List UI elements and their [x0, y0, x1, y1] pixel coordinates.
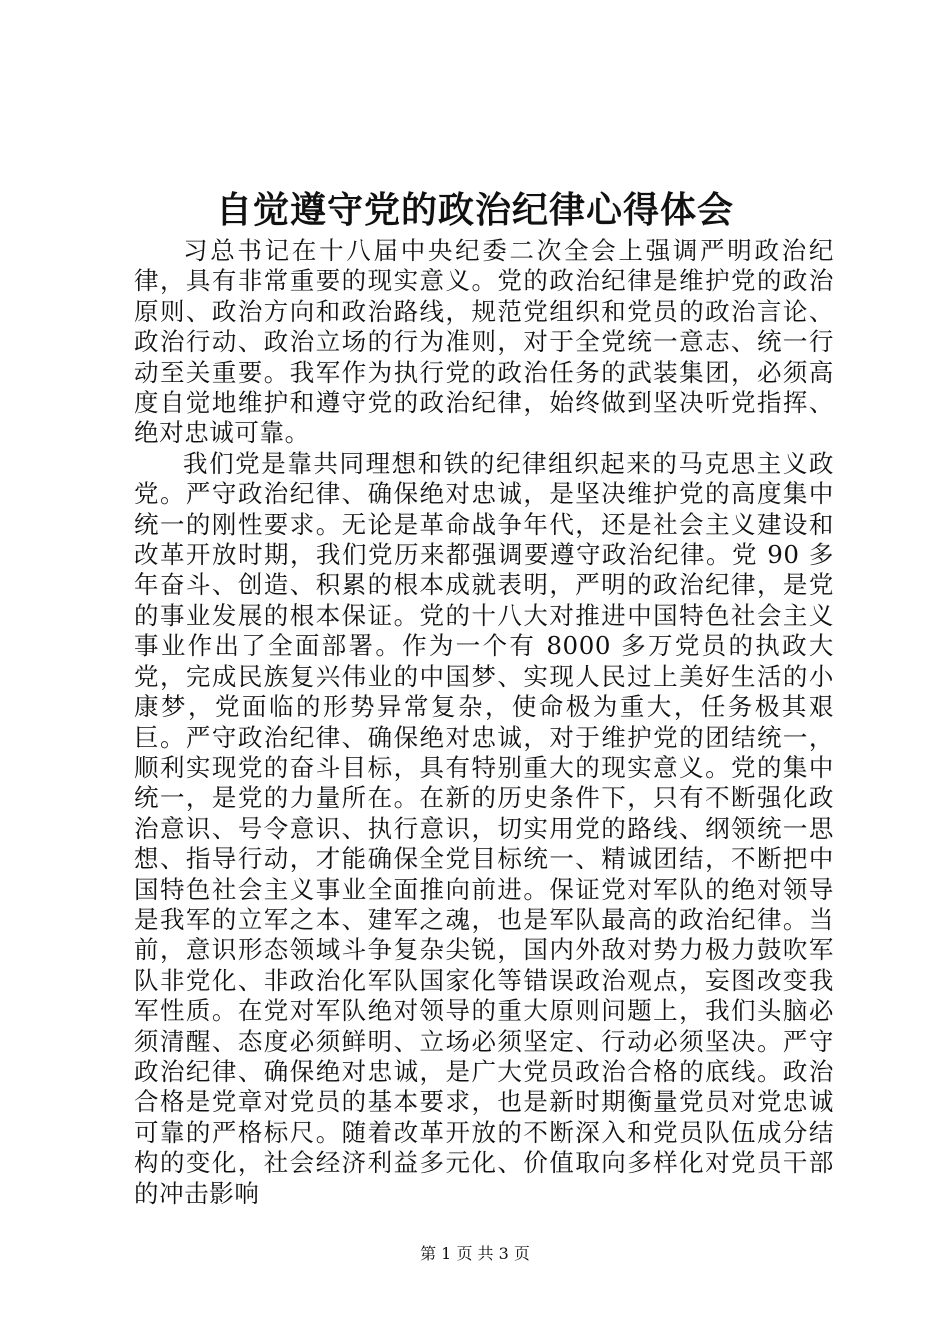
page-footer: 第 1 页 共 3 页: [420, 1244, 530, 1263]
paragraph-2: 我们党是靠共同理想和铁的纪律组织起来的马克思主义政党。严守政治纪律、确保绝对忠诚，是坚决维护党的高度集中统一的刚性要求。无论是革命战争年代，还是社会主义建设和改革开放时期，我们党历来都强调要遵守政治纪律。党 90 多年奋斗、创造、积累的根本成就表明，严明的政治纪律，是党的事业发展的根本保证。党的十八大对推进中国特色社会主义事业作出了全面部署。作为一个有 8000 多万党员的执政大党，完成民族复兴伟业的中国梦、实现人民过上美好生活的小康梦，党面临的形势异常复杂，使命极为重大，任务极其艰巨。严守政治纪律、确保绝对忠诚，对于维护党的团结统一，顺利实现党的奋斗目标，具有特别重大的现实意义。党的集中统一，是党的力量所在。在新的历史条件下，只有不断强化政治意识、号令意识、执行意识，切实用党的路线、纲领统一思想、指导行动，才能确保全党目标统一、精诚团结，不断把中国特色社会主义事业全面推向前进。保证党对军队的绝对领导是我军的立军之本、建军之魂，也是军队最高的政治纪律。当前，意识形态领域斗争复杂尖锐，国内外敌对势力极力鼓吹军队非党化、非政治化军队国家化等错误政治观点，妄图改变我军性质。在党对军队绝对领导的重大原则问题上，我们头脑必须清醒、态度必须鲜明、立场必须坚定、行动必须坚决。严守政治纪律、确保绝对忠诚，是广大党员政治合格的底线。政治合格是党章对党员的基本要求，也是新时期衡量党员对党忠诚可靠的严格标尺。随着改革开放的不断深入和党员队伍成分结构的变化，社会经济利益多元化、价值取向多样化对党员干部的冲击影响: [134, 448, 834, 1208]
paragraph-1: 习总书记在十八届中央纪委二次全会上强调严明政治纪律，具有非常重要的现实意义。党的政治纪律是维护党的政治原则、政治方向和政治路线，规范党组织和党员的政治言论、政治行动、政治立场的行为准则，对于全党统一意志、统一行动至关重要。我军作为执行党的政治任务的武装集团，必须高度自觉地维护和遵守党的政治纪律，始终做到坚决听党指挥、绝对忠诚可靠。: [134, 236, 834, 448]
document-title: 自觉遵守党的政治纪律心得体会: [215, 189, 734, 231]
document-body: [134, 236, 834, 1209]
